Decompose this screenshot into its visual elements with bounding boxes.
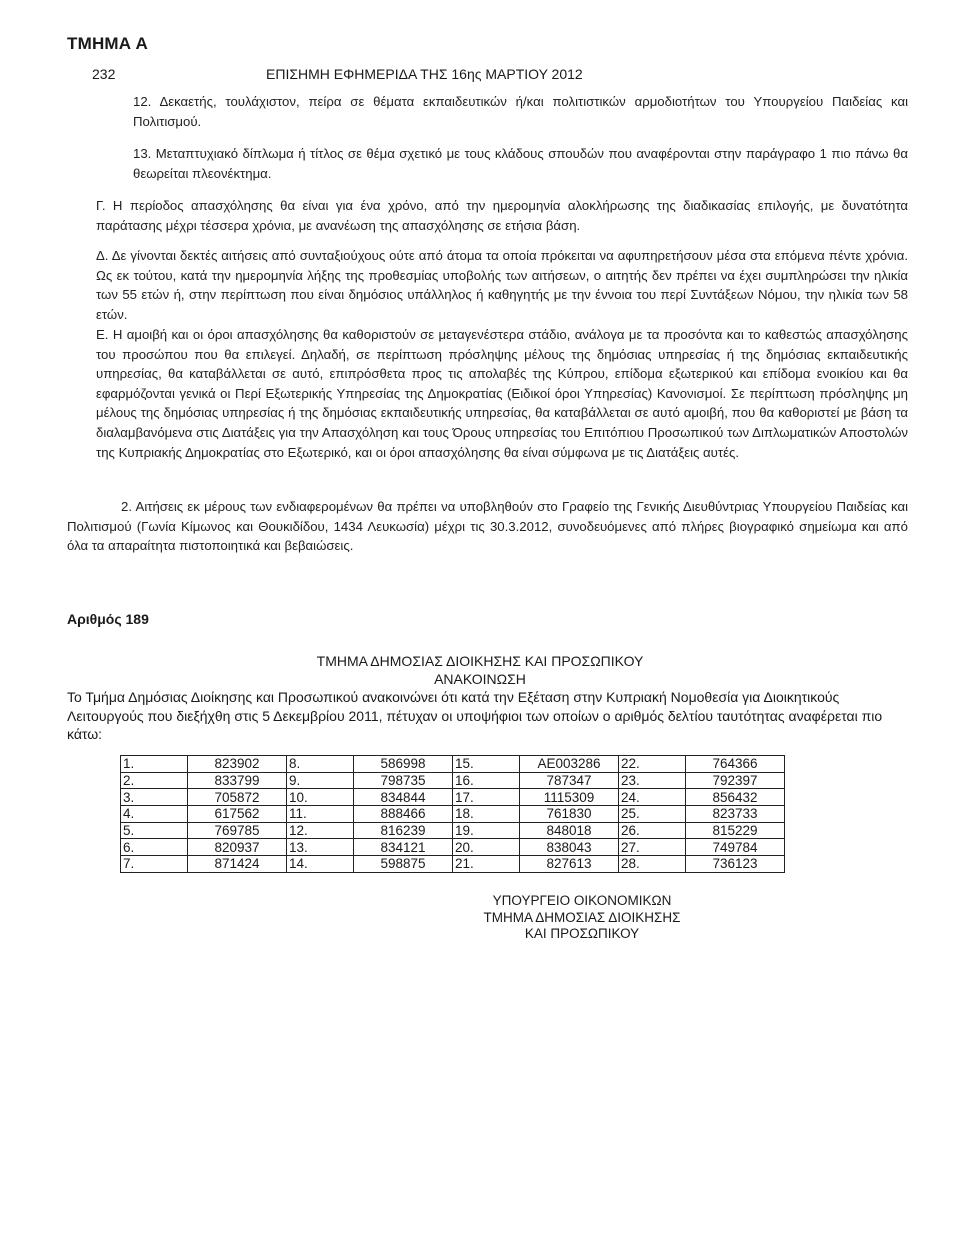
item-label: Ε. — [96, 327, 109, 342]
table-cell-id-number: AE003286 — [520, 756, 619, 773]
notice-intro: Το Τμήμα Δημόσιας Διοίκησης και Προσωπικού ανακοινώνει ότι κατά την Εξέταση στην Κυπριακή Νομοθεσία για Διοικητικούς Λειτουργούς που διεξήχθη στις 5 Δεκεμβρίου 2011, πέτυχαν οι υποψήφιοι των οποίων ο αριθμός δελτίου ταυτότητας αναφέρεται πιο κάτω: — [67, 689, 883, 742]
table-cell-id-number: 823733 — [686, 806, 785, 823]
item-epsilon — [96, 325, 908, 462]
table-cell-index: 19. — [453, 822, 520, 839]
item-label: 13. — [133, 146, 152, 161]
item-text: Η περίοδος απασχόλησης θα είναι για ένα χρόνο, από την ημερομηνία αλοκλήρωσης της διαδικασίας επιλογής, με δυνατότητα παράτασης μέχρι τέσσερα χρόνια, με ανανέωση της απασχόλησης σε ετήσια βάση. — [96, 198, 908, 233]
table-cell-id-number: 816239 — [354, 822, 453, 839]
table-cell-index: 23. — [619, 772, 686, 789]
table-cell-index: 22. — [619, 756, 686, 773]
table-cell-index: 5. — [121, 822, 188, 839]
table-cell-index: 7. — [121, 856, 188, 873]
table-cell-id-number: 838043 — [520, 839, 619, 856]
table-row — [121, 822, 785, 839]
table-cell-index: 28. — [619, 856, 686, 873]
table-cell-id-number: 736123 — [686, 856, 785, 873]
table-cell-index: 9. — [287, 772, 354, 789]
department-title: ΤΜΗΜΑ ΔΗΜΟΣΙΑΣ ΔΙΟΙΚΗΣΗΣ ΚΑΙ ΠΡΟΣΩΠΙΚΟΥ — [316, 653, 644, 669]
table-cell-index: 15. — [453, 756, 520, 773]
table-cell-id-number: 834844 — [354, 789, 453, 806]
results-table — [120, 755, 785, 873]
table-row — [121, 806, 785, 823]
table-cell-id-number: 617562 — [188, 806, 287, 823]
item-label: 12. — [133, 94, 152, 109]
table-cell-index: 4. — [121, 806, 188, 823]
item-delta — [96, 246, 908, 324]
signature-line: ΚΑΙ ΠΡΟΣΩΠΙΚΟΥ — [524, 926, 640, 941]
item-text: Δε γίνονται δεκτές αιτήσεις από συνταξιούχους ούτε από άτομα τα οποία πρόκειται να αφυπηρετήσουν μέσα στα επόμενα πέντε χρόνια. Ως εκ τούτου, κατά την ημερομηνία λήξης της προθεσμίας υποβολής των αιτήσεων, ο αιτητής δεν πρέπει να έχει συμπληρώσει την ηλικία των 55 ετών ή, στην περίπτωση που είναι δημόσιος υπάλληλος ή καθηγητής με την έννοια του περί Συντάξεων Νόμου, την ηλικία των 58 ετών. — [96, 248, 908, 322]
table-row — [121, 772, 785, 789]
item-text: Μεταπτυχιακό δίπλωμα ή τίτλος σε θέμα σχετικό με τους κλάδους σπουδών που αναφέρονται στην παράγραφο 1 πιο πάνω θα θεωρείται πλεονέκτημα. — [133, 146, 908, 181]
item-label: 2. — [121, 499, 132, 514]
table-cell-id-number: 598875 — [354, 856, 453, 873]
table-row — [121, 789, 785, 806]
table-cell-id-number: 823902 — [188, 756, 287, 773]
table-cell-id-number: 827613 — [520, 856, 619, 873]
table-cell-index: 10. — [287, 789, 354, 806]
table-cell-id-number: 871424 — [188, 856, 287, 873]
table-cell-index: 14. — [287, 856, 354, 873]
table-cell-index: 13. — [287, 839, 354, 856]
table-cell-id-number: 769785 — [188, 822, 287, 839]
table-cell-id-number: 834121 — [354, 839, 453, 856]
table-cell-id-number: 798735 — [354, 772, 453, 789]
gazette-title: ΕΠΙΣΗΜΗ ΕΦΗΜΕΡΙΔΑ ΤΗΣ 16ης ΜΑΡΤΙΟΥ 2012 — [266, 66, 583, 82]
item-label: Δ. — [96, 248, 109, 263]
table-cell-id-number: 820937 — [188, 839, 287, 856]
table-cell-index: 16. — [453, 772, 520, 789]
notice-number: Αριθμός 189 — [67, 611, 149, 627]
item-12 — [133, 92, 908, 131]
table-cell-index: 8. — [287, 756, 354, 773]
table-cell-index: 18. — [453, 806, 520, 823]
table-cell-id-number: 888466 — [354, 806, 453, 823]
table-cell-index: 6. — [121, 839, 188, 856]
page-number: 232 — [92, 66, 116, 82]
table-cell-index: 11. — [287, 806, 354, 823]
table-cell-id-number: 761830 — [520, 806, 619, 823]
table-cell-id-number: 749784 — [686, 839, 785, 856]
table-cell-index: 20. — [453, 839, 520, 856]
table-cell-id-number: 833799 — [188, 772, 287, 789]
item-text: Δεκαετής, τουλάχιστον, πείρα σε θέματα εκπαιδευτικών ή/και πολιτιστικών αρμοδιοτήτων του Υπουργείου Παιδείας και Πολιτισμού. — [133, 94, 908, 129]
signature-block — [482, 893, 682, 943]
table-cell-id-number: 787347 — [520, 772, 619, 789]
item-gamma — [96, 196, 908, 235]
section-heading: ΤΜΗΜΑ Α — [67, 34, 149, 53]
table-cell-index: 21. — [453, 856, 520, 873]
table-cell-index: 26. — [619, 822, 686, 839]
table-cell-index: 27. — [619, 839, 686, 856]
table-cell-index: 24. — [619, 789, 686, 806]
table-cell-id-number: 848018 — [520, 822, 619, 839]
table-cell-id-number: 1115309 — [520, 789, 619, 806]
table-row — [121, 856, 785, 873]
table-cell-id-number: 586998 — [354, 756, 453, 773]
table-cell-index: 12. — [287, 822, 354, 839]
item-text: Αιτήσεις εκ μέρους των ενδιαφερομένων θα πρέπει να υποβληθούν στο Γραφείο της Γενικής Διευθύντριας Υπουργείου Παιδείας και Πολιτισμού (Γωνία Κίμωνος και Θουκιδίδου, 1434 Λευκωσία) μέχρι τις 30.3.2012, συνοδευόμενες από πλήρες βιογραφικό σημείωμα και από όλα τα απαραίτητα πιστοποιητικά και βεβαιώσεις. — [67, 499, 908, 554]
item-text: Η αμοιβή και οι όροι απασχόλησης θα καθοριστούν σε μεταγενέστερα στάδιο, ανάλογα με τα προσόντα και το καθεστώς απασχόλησης του προσώπου που θα επιλεγεί. Δηλαδή, σε περίπτωση πρόσληψης μέλους της δημόσιας υπηρεσίας ή της δημόσιας εκπαιδευτικής υπηρεσίας, θα καταβάλλεται σε αυτό, επιπρόσθετα προς τις απολαβές της Κύπρου, επίδομα εξωτερικού και επίδομα ενοικίου και θα εφαρμόζονται γενικά οι Περί Εξωτερικής Υπηρεσίας της Δημοκρατίας (Ειδικοί όροι Υπηρεσίας) Κανονισμοί. Σε περίπτωση πρόσληψης μη μέλους της δημόσιας υπηρεσίας ή της δημόσιας εκπαιδευτικής υπηρεσίας, θα καταβάλλεται σε αυτό αμοιβή, που θα καθοριστεί με βάση τα διαλαμβανόμενα στις Διατάξεις για την Απασχόληση και τους Όρους υπηρεσίας του Επιτόπιου Προσωπικού των Διπλωματικών Αποστολών της Κυπριακής Δημοκρατίας στο Εξωτερικό, και οι όροι απασχόλησης θα είναι σύμφωνα με τις Διατάξεις αυτές. — [96, 327, 908, 460]
table-cell-id-number: 815229 — [686, 822, 785, 839]
table-cell-index: 3. — [121, 789, 188, 806]
item-13 — [133, 144, 908, 183]
table-row — [121, 756, 785, 773]
table-cell-index: 2. — [121, 772, 188, 789]
table-cell-index: 17. — [453, 789, 520, 806]
table-cell-id-number: 705872 — [188, 789, 287, 806]
notice-heading: ΑΝΑΚΟΙΝΩΣΗ — [434, 671, 526, 687]
item-2 — [67, 497, 908, 556]
table-cell-index: 1. — [121, 756, 188, 773]
table-cell-id-number: 792397 — [686, 772, 785, 789]
table-row — [121, 839, 785, 856]
signature-line: ΤΜΗΜΑ ΔΗΜΟΣΙΑΣ ΔΙΟΙΚΗΣΗΣ — [483, 909, 681, 925]
table-cell-id-number: 764366 — [686, 756, 785, 773]
results-table-body — [121, 756, 785, 873]
table-cell-index: 25. — [619, 806, 686, 823]
signature-line: ΥΠΟΥΡΓΕΙΟ ΟΙΚΟΝΟΜΙΚΩΝ — [492, 893, 672, 908]
item-label: Γ. — [96, 198, 106, 213]
table-cell-id-number: 856432 — [686, 789, 785, 806]
